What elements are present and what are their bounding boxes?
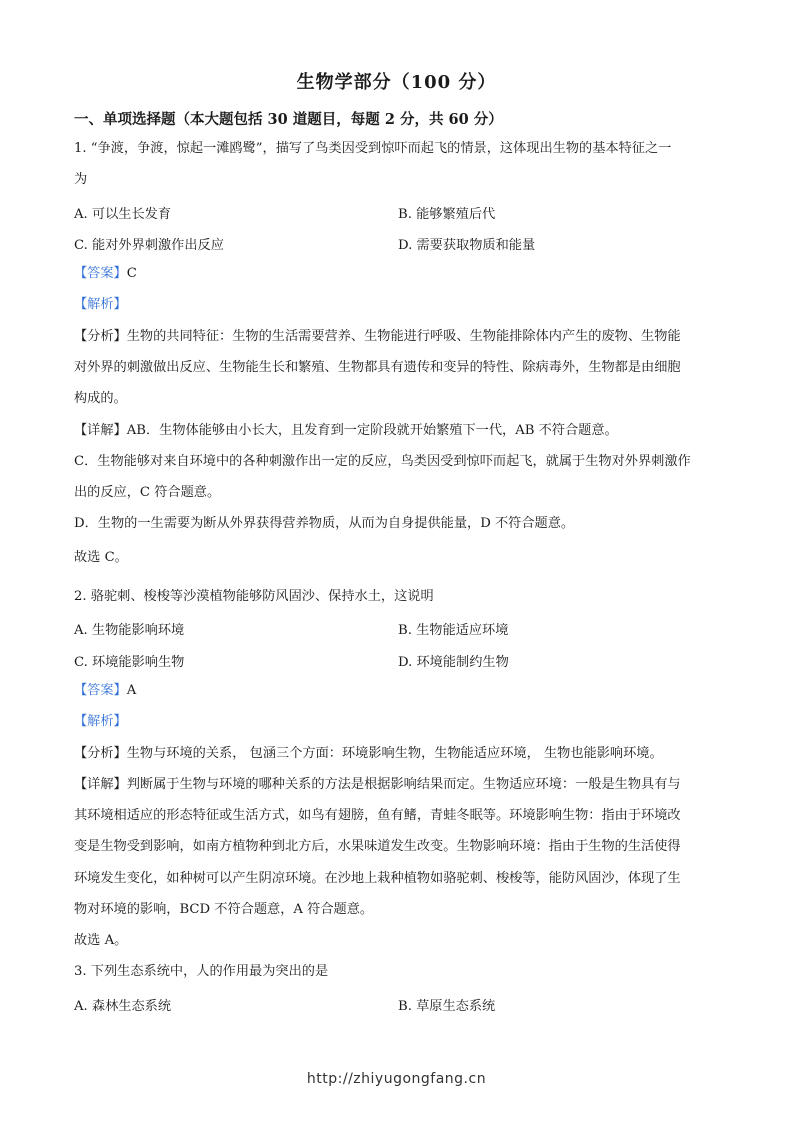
q2-option-d: D. 环境能制约生物 — [398, 655, 509, 670]
q2-xiangjie-line-2: 其环境相适应的形态特征或生活方式，如鸟有翅膀，鱼有鳍，青蛙冬眠等。环境影响生物：指由于环境改 — [74, 808, 681, 823]
q2-fenxi-text-1: 生物与环境的关系， 包涵三个方面：环境影响生物，生物能适应环境， 生物也能影响环境。 — [126, 746, 663, 761]
q1-answer-row — [74, 265, 724, 283]
q1-stem-line-1: 1. “争渡，争渡，惊起一滩鸥鹭”，描写了鸟类因受到惊吓而起飞的情景，这体现出生物的基本特征之一 — [74, 141, 672, 156]
q2-option-b: B. 生物能适应环境 — [398, 623, 509, 638]
q1-answer: C — [126, 266, 137, 281]
q1-option-d: D. 需要获取物质和能量 — [398, 238, 536, 253]
q1-fenxi-line-3: 构成的。 — [74, 391, 127, 406]
q1-xiangjie-line-4: D．生物的一生需要为断从外界获得营养物质，从而为自身提供能量，D 不符合题意。 — [74, 516, 575, 531]
q1-fenxi-text-1: 生物的共同特征：生物的生活需要营养、生物能进行呼吸、生物能排除体内产生的废物、生物能 — [126, 329, 681, 344]
q2-option-a: A. 生物能影响环境 — [74, 623, 185, 638]
xiangjie-tag: 【详解】 — [74, 777, 127, 792]
q2-xiangjie-line-3: 变是生物受到影响，如南方植物种到北方后，水果味道发生改变。生物影响环境：指由于生物的生活使得 — [74, 839, 681, 854]
analysis-tag: 【解析】 — [74, 297, 127, 312]
q1-xiangjie-line-2: C．生物能够对来自环境中的各种刺激作出一定的反应，鸟类因受到惊吓而起飞，就属于生物对外界刺激作 — [74, 454, 691, 469]
q2-fenxi-line-1 — [74, 745, 724, 763]
section-heading: 一、单项选择题（本大题包括 30 道题目，每题 2 分，共 60 分） — [74, 111, 503, 128]
footer-url[interactable]: http://zhiyugongfang.cn — [306, 1071, 487, 1087]
q2-answer-row — [74, 682, 724, 700]
q2-conclusion: 故选 A。 — [74, 933, 128, 948]
fenxi-tag: 【分析】 — [74, 746, 127, 761]
q1-fenxi-line-1 — [74, 328, 724, 346]
q2-xiangjie-line-4: 环境发生变化，如种树可以产生阴凉环境。在沙地上栽种植物如骆驼刺、梭梭等，能防风固沙，体现了生 — [74, 871, 681, 886]
q2-analysis-row — [74, 713, 724, 731]
q1-option-b: B. 能够繁殖后代 — [398, 207, 496, 222]
q2-xiangjie-line-5: 物对环境的影响，BCD 不符合题意，A 符合题意。 — [74, 902, 374, 917]
q3-option-a: A. 森林生态系统 — [74, 999, 172, 1014]
q2-xiangjie-line-1 — [74, 776, 724, 794]
q2-option-c: C. 环境能影响生物 — [74, 655, 185, 670]
answer-tag: 【答案】 — [74, 683, 127, 698]
q1-option-a: A. 可以生长发育 — [74, 207, 172, 222]
page-title: 生物学部分（100 分） — [296, 72, 497, 93]
xiangjie-tag: 【详解】 — [74, 423, 127, 438]
q1-xiangjie-text-1: AB．生物体能够由小长大，且发育到一定阶段就开始繁殖下一代，AB 不符合题意。 — [126, 423, 618, 438]
q1-option-c: C. 能对外界刺激作出反应 — [74, 238, 224, 253]
fenxi-tag: 【分析】 — [74, 329, 127, 344]
q1-analysis-row — [74, 296, 724, 314]
q2-stem: 2. 骆驼刺、梭梭等沙漠植物能够防风固沙、保持水土，这说明 — [74, 589, 434, 604]
q1-xiangjie-line-3: 出的反应，C 符合题意。 — [74, 485, 221, 500]
q1-xiangjie-line-1 — [74, 422, 724, 440]
q3-option-b: B. 草原生态系统 — [398, 999, 496, 1014]
q2-answer: A — [126, 683, 137, 698]
q2-xiangjie-text-1: 判断属于生物与环境的哪种关系的方法是根据影响结果而定。生物适应环境：一般是生物具有与 — [126, 777, 681, 792]
q1-stem-line-2: 为 — [74, 172, 88, 187]
q1-conclusion: 故选 C。 — [74, 550, 128, 565]
q3-stem: 3. 下列生态系统中，人的作用最为突出的是 — [74, 964, 329, 979]
answer-tag: 【答案】 — [74, 266, 127, 281]
analysis-tag: 【解析】 — [74, 714, 127, 729]
q1-fenxi-line-2: 对外界的刺激做出反应、生物能生长和繁殖、生物都具有遗传和变异的特性、除病毒外，生物都是由细胞 — [74, 360, 681, 375]
